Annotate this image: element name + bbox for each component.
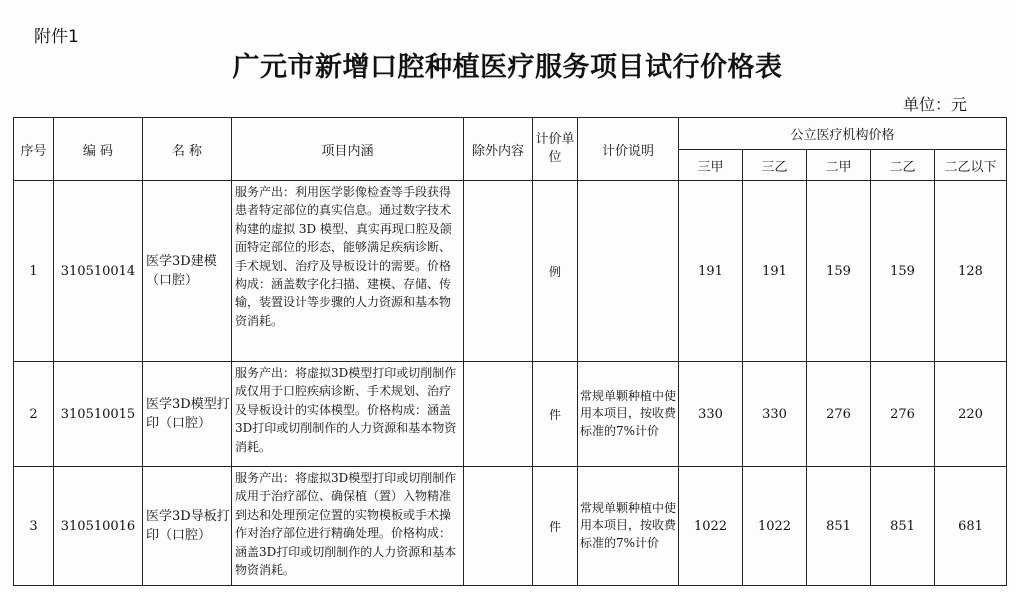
row-price: 330 [743, 362, 807, 467]
price-table [13, 117, 1007, 586]
row-price: 276 [807, 362, 871, 467]
row-name: 医学3D建模（口腔） [143, 181, 232, 362]
row-exclusions [464, 467, 533, 586]
row-price: 1022 [679, 467, 743, 586]
row-content: 服务产出：利用医学影像检查等手段获得患者特定部位的真实信息。通过数字技术构建的虚拟 3D 模型、真实再现口腔及颌面特定部位的形态，能够满足疾病诊断、手术规划、治疗及导板设计的需要。价格构成：涵盖数字化扫描、建模、存储、传输，装置设计等步骤的人力资源和基本物资消耗。 [232, 181, 464, 362]
row-pricing-note: 常规单颗种植中使用本项目，按收费标准的7%计价 [578, 467, 679, 586]
row-code: 310510014 [54, 181, 143, 362]
header-tier: 三甲 [679, 150, 743, 181]
row-name: 医学3D模型打印（口腔） [143, 362, 232, 467]
row-price: 851 [871, 467, 935, 586]
page-title: 广元市新增口腔种植医疗服务项目试行价格表 [232, 52, 783, 83]
row-price: 681 [935, 467, 1007, 586]
unit-label: 单位：元 [903, 95, 968, 114]
header-tier: 二甲 [807, 150, 871, 181]
row-price: 1022 [743, 467, 807, 586]
header-tier: 三乙 [743, 150, 807, 181]
row-seq: 3 [14, 467, 54, 586]
row-price: 330 [679, 362, 743, 467]
header-name: 名 称 [143, 118, 232, 181]
header-tier: 二乙 [871, 150, 935, 181]
header-pricing-note: 计价说明 [578, 118, 679, 181]
header-seq: 序号 [14, 118, 54, 181]
row-code: 310510016 [54, 467, 143, 586]
row-pricing-unit: 件 [533, 467, 578, 586]
row-price: 191 [679, 181, 743, 362]
row-content: 服务产出：将虚拟3D模型打印或切削制作成用于治疗部位、确保植（置）入物精准到达和处理预定位置的实物模板或手术操作对治疗部位进行精确处理。价格构成：涵盖3D打印或切削制作的人力资源和基本物资消耗。 [232, 467, 464, 586]
row-exclusions [464, 181, 533, 362]
row-seq: 2 [14, 362, 54, 467]
row-price: 220 [935, 362, 1007, 467]
row-price: 159 [871, 181, 935, 362]
row-name: 医学3D导板打印（口腔） [143, 467, 232, 586]
row-price: 128 [935, 181, 1007, 362]
table-row [14, 181, 1007, 362]
row-pricing-unit: 件 [533, 362, 578, 467]
row-price: 159 [807, 181, 871, 362]
header-content: 项目内涵 [232, 118, 464, 181]
header-public-price-group: 公立医疗机构价格 [679, 118, 1007, 150]
row-seq: 1 [14, 181, 54, 362]
row-pricing-note: 常规单颗种植中使用本项目，按收费标准的7%计价 [578, 362, 679, 467]
row-content: 服务产出：将虚拟3D模型打印或切削制作成仅用于口腔疾病诊断、手术规划、治疗及导板设计的实体模型。价格构成：涵盖3D打印或切削制作的人力资源和基本物资消耗。 [232, 362, 464, 467]
row-code: 310510015 [54, 362, 143, 467]
row-pricing-unit: 例 [533, 181, 578, 362]
header-exclusions: 除外内容 [464, 118, 533, 181]
row-price: 191 [743, 181, 807, 362]
table-row [14, 362, 1007, 467]
header-pricing-unit: 计价单位 [533, 118, 578, 181]
row-pricing-note [578, 181, 679, 362]
table-row [14, 467, 1007, 586]
header-tier: 二乙以下 [935, 150, 1007, 181]
row-exclusions [464, 362, 533, 467]
row-price: 851 [807, 467, 871, 586]
row-price: 276 [871, 362, 935, 467]
header-row [14, 118, 1007, 150]
header-code: 编 码 [54, 118, 143, 181]
attachment-label: 附件1 [34, 27, 79, 47]
